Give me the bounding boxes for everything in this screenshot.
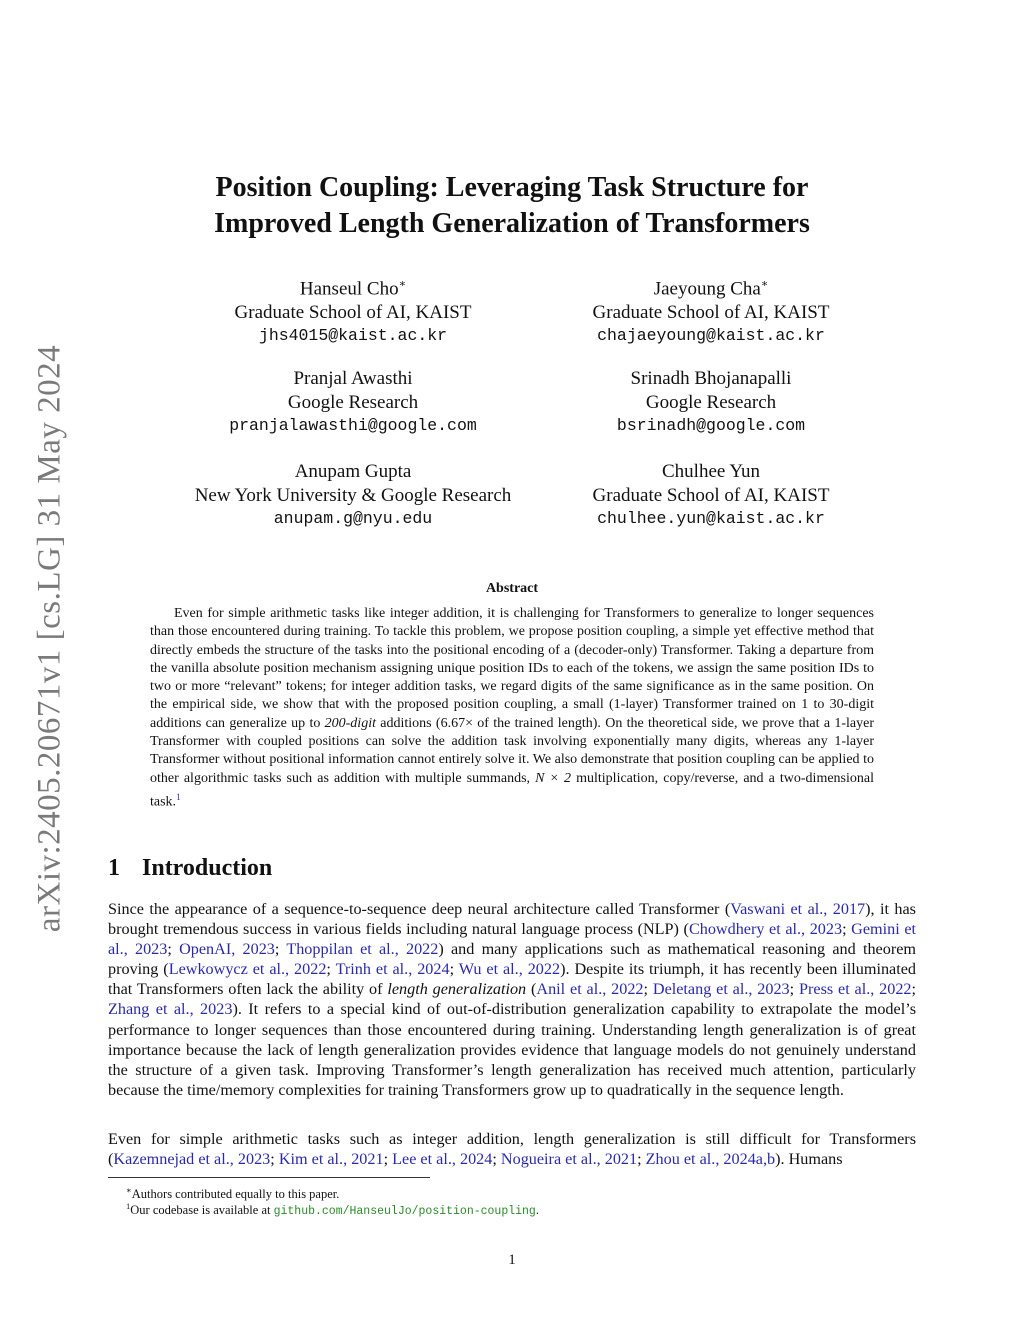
citation-link[interactable]: Lewkowycz et al., 2022: [168, 960, 327, 979]
citation-link[interactable]: Gemini et al., 2023: [108, 920, 916, 959]
author-block-3: [143, 367, 563, 438]
author-affiliation: Graduate School of AI, KAIST: [592, 484, 830, 506]
author-affiliation: Graduate School of AI, KAIST: [592, 301, 830, 323]
paper-title: [108, 170, 916, 242]
emphasis: length generalization: [387, 980, 527, 999]
author-email[interactable]: jhs4015@kaist.ac.kr: [258, 326, 448, 346]
author-affiliation: Graduate School of AI, KAIST: [234, 301, 472, 323]
author-name: Hanseul Cho∗: [299, 278, 407, 300]
author-affiliation: Google Research: [645, 391, 777, 413]
citation-link[interactable]: Deletang et al., 2023: [652, 980, 790, 999]
citation-link[interactable]: Kazemnejad et al., 2023: [113, 1150, 271, 1169]
intro-paragraph-2: Even for simple arithmetic tasks such as integer addition, length generalization is still difficult for Transformers (Kazemnejad et al., 2023; Kim et al., 2021; Lee et al., 2024; Nogueira et al., 2021; Zhou et al., 2024a,b). Humans: [108, 1130, 916, 1169]
intro-paragraph-1: Since the appearance of a sequence-to-sequence deep neural architecture called Transformer (Vaswani et al., 2017), it has brought tremendous success in various fields including natural language process (NLP) (Chowdhery et al., 2023; Gemini et al., 2023; OpenAI, 2023; Thoppilan et al., 2022) and many applications such as mathematical reasoning and theorem proving (Lewkowycz et al., 2022; Trinh et al., 2024; Wu et al., 2022). Despite its triumph, it has recently been illuminated that Transformers often lack the ability of length generalization (Anil et al., 2022; Deletang et al., 2023; Press et al., 2022; Zhang et al., 2023). It refers to a special kind of out-of-distribution generalization capability to extrapolate the model’s performance to longer sequences than those encountered during training. Understanding length generalization is of great importance because the lack of length generalization provides evidence that language models do not genuinely understand the structure of a given task. Improving Transformer’s length generalization has received much attention, particularly because the time/memory complexities for training Transformers grow up to quadratically in the sequence length.: [108, 900, 917, 1099]
citation-link[interactable]: Trinh et al., 2024: [335, 960, 450, 979]
citation-link[interactable]: Kim et al., 2021: [278, 1150, 384, 1169]
author-email[interactable]: chulhee.yun@kaist.ac.kr: [597, 509, 825, 528]
citation-link[interactable]: Thoppilan et al., 2022: [286, 940, 439, 959]
abstract-emphasis: 200-digit: [324, 715, 376, 731]
citation-link[interactable]: Nogueira et al., 2021: [500, 1150, 638, 1169]
citation-link[interactable]: Lee et al., 2024: [392, 1150, 493, 1169]
page-number: 1: [508, 1252, 516, 1268]
section-number: 1: [108, 855, 120, 881]
footnote-equal-contribution: ∗Authors contributed equally to this paper.: [126, 1185, 340, 1202]
citation-link[interactable]: Press et al., 2022: [799, 980, 912, 999]
author-block-1: [143, 273, 563, 348]
author-name: Pranjal Awasthi: [293, 368, 413, 389]
citation-link[interactable]: OpenAI, 2023: [179, 940, 275, 959]
abstract-heading: Abstract: [485, 581, 539, 596]
author-affiliation: New York University & Google Research: [194, 484, 512, 506]
abstract-body: Even for simple arithmetic tasks like integer addition, it is challenging for Transformers to generalize to longer sequences than those encountered during training. To tackle this problem, we propose position coupling, a simple yet effective method that directly embeds the structure of the tasks into the positional encoding of a (decoder-only) Transformer. Taking a departure from the vanilla absolute position mechanism assigning unique position IDs to each of the tokens, we assign the same position IDs to two or more “relevant” tokens; for integer addition tasks, we regard digits of the same significance as in the same position. On the empirical side, we show that with the proposed position coupling, a small (1-layer) Transformer trained on 1 to 30-digit additions can generalize up to 200-digit additions (6.67× of the trained length). On the theoretical side, we prove that a 1-layer Transformer with coupled positions can solve the addition task involving exponentially many digits, whereas any 1-layer Transformer without positional information cannot entirely solve it. We also demonstrate that position coupling can be applied to other algorithmic tasks such as addition with multiple summands, N × 2 multiplication, copy/reverse, and a two-dimensional task.$^1$: [150, 606, 874, 810]
abstract-math: N × 2: [535, 770, 572, 786]
author-email[interactable]: chajaeyoung@kaist.ac.kr: [597, 326, 825, 346]
section-title: Introduction: [142, 855, 273, 881]
author-block-4: [501, 367, 921, 438]
author-block-2: [501, 273, 921, 348]
title-line-2: Improved Length Generalization of Transformers: [214, 208, 810, 239]
author-block-6: [501, 460, 921, 531]
title-line-1: Position Coupling: Leveraging Task Structure for: [215, 172, 809, 203]
author-name: Srinadh Bhojanapalli: [630, 368, 792, 389]
author-name: Anupam Gupta: [294, 461, 412, 482]
footnote-codebase: $^1$Our codebase is available at github.com/HanseulJo/position-coupling.: [126, 1201, 539, 1219]
footnote-divider: [108, 1177, 430, 1178]
arxiv-identifier-stamp: arXiv:2405.20671v1 [cs.LG] 31 May 2024: [31, 344, 68, 933]
citation-link[interactable]: Anil et al., 2022: [536, 980, 644, 999]
author-block-5: [143, 460, 563, 531]
author-affiliation: Google Research: [287, 391, 419, 413]
citation-link[interactable]: Chowdhery et al., 2023: [688, 920, 843, 939]
citation-link[interactable]: Vaswani et al., 2017: [730, 900, 866, 918]
author-email[interactable]: pranjalawasthi@google.com: [229, 416, 477, 435]
author-name: Chulhee Yun: [662, 461, 760, 482]
citation-link[interactable]: Wu et al., 2022: [458, 960, 561, 979]
section-heading: [108, 855, 272, 882]
codebase-link[interactable]: github.com/HanseulJo/position-coupling: [273, 1205, 536, 1219]
author-email[interactable]: anupam.g@nyu.edu: [273, 509, 433, 528]
citation-link[interactable]: Zhou et al., 2024a,b: [645, 1150, 776, 1169]
author-name: Jaeyoung Cha∗: [653, 278, 769, 300]
footnote-ref[interactable]: 1: [176, 791, 181, 802]
citation-link[interactable]: Zhang et al., 2023: [108, 1000, 233, 1019]
author-email[interactable]: bsrinadh@google.com: [616, 416, 806, 435]
